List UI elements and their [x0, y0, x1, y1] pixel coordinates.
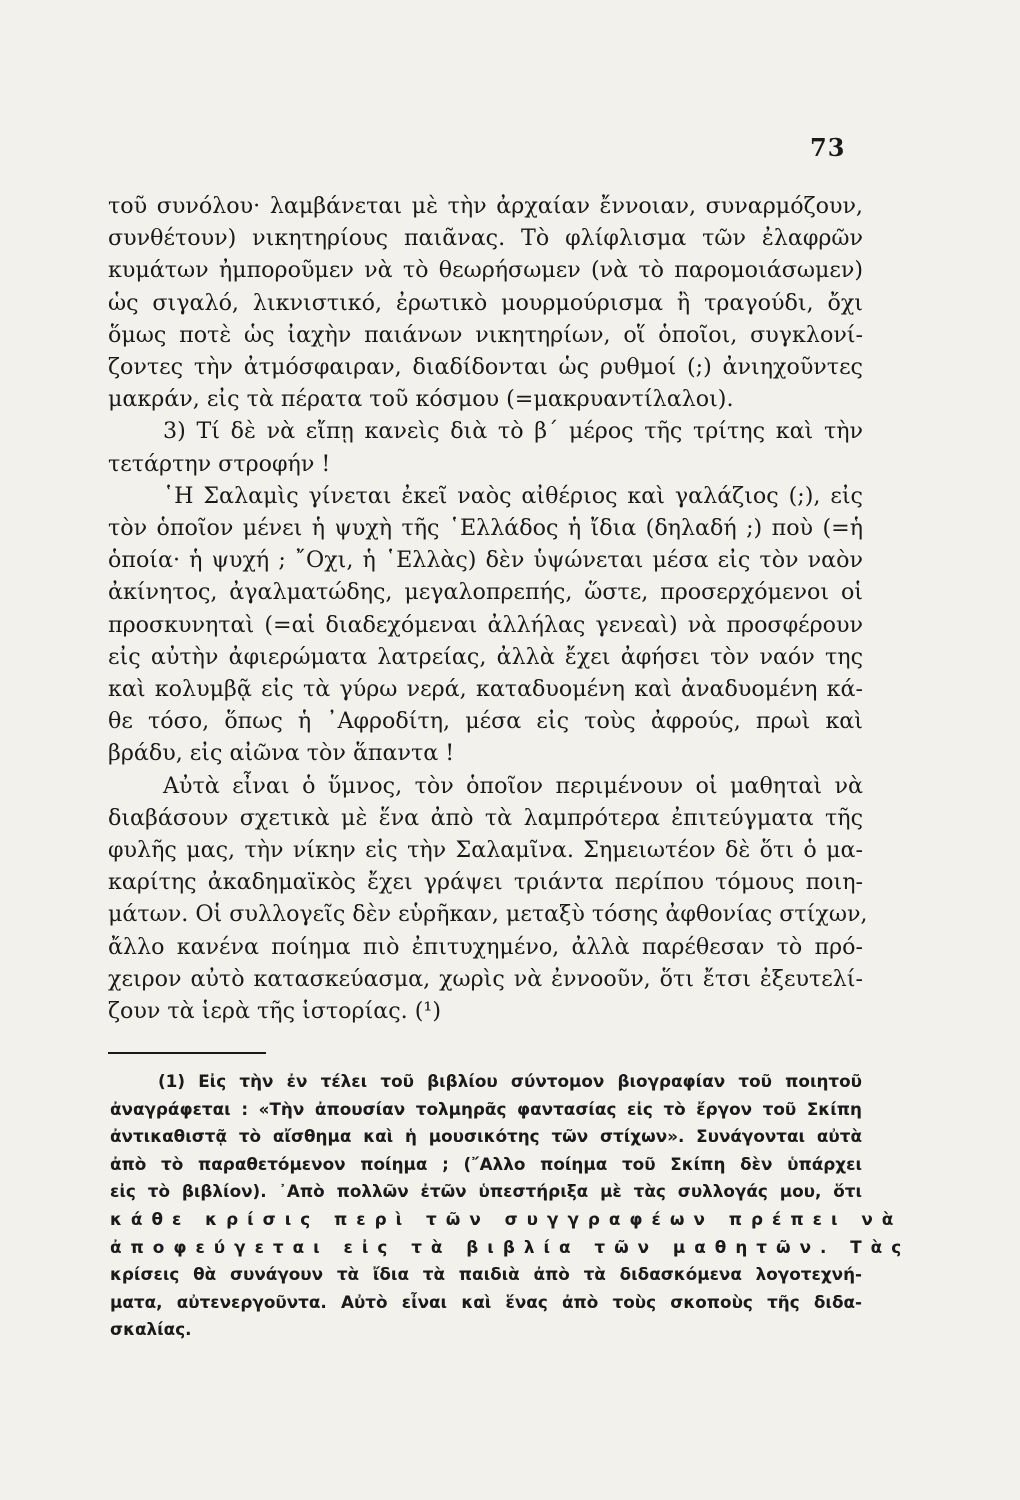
body-line: κυμάτων ἠμποροῦμεν νὰ τὸ θεωρήσωμεν (νὰ τὸ παρομοιάσωμεν) — [108, 257, 863, 284]
body-line: ἄλλο κανένα ποίημα πιὸ ἐπιτυχημένο, ἀλλὰ παρέθεσαν τὸ πρό- — [108, 933, 863, 960]
body-line: ζουν τὰ ἱερὰ τῆς ἱστορίας. (¹) — [108, 998, 441, 1025]
page-number: 73 — [810, 133, 846, 162]
footnote-line: κρίσεις θὰ συνάγουν τὰ ἴδια τὰ παιδιὰ ἀπὸ τὰ διδασκόμενα λογοτεχνή- — [110, 1264, 862, 1285]
body-line: εἰς αὐτὴν ἀφιερώματα λατρείας, ἀλλὰ ἔχει ἀφήσει τὸν ναόν της — [108, 643, 863, 670]
body-line: προσκυνηταὶ (=αἱ διαδεχόμεναι ἀλλήλας γενεαὶ) νὰ προσφέρουν — [108, 611, 863, 638]
body-line: φυλῆς μας, τὴν νίκην εἰς τὴν Σαλαμῖνα. Σημειωτέον δὲ ὅτι ὁ μα- — [108, 837, 863, 864]
body-text — [108, 190, 868, 1027]
footnote-line: ἀναγράφεται : «Τὴν ἀπουσίαν τολμηρᾶς φαντασίας εἰς τὸ ἔργον τοῦ Σκίπη — [110, 1098, 862, 1119]
body-line: ὁποία· ἡ ψυχή ; ῎Οχι, ἡ ῾Ελλὰς) δὲν ὑψώνεται μέσα εἰς τὸν ναὸν — [108, 547, 863, 574]
body-line: ζοντες τὴν ἀτμόσφαιραν, διαδίδονται ὡς ρυθμοί (;) ἀνιηχοῦντες — [108, 354, 863, 381]
body-line: μάτων. Οἱ συλλογεῖς δὲν εὑρῆκαν, μεταξὺ τόσης ἀφθονίας στίχων, — [108, 901, 868, 928]
footnote-line: εἰς τὸ βιβλίον). ᾿Απὸ πολλῶν ἐτῶν ὑπεστήριξα μὲ τὰς συλλογάς μου, ὅτι — [110, 1181, 862, 1202]
body-line: Αὐτὰ εἶναι ὁ ὕμνος, τὸν ὁποῖον περιμένουν οἱ μαθηταὶ νὰ — [163, 772, 863, 799]
body-line: χειρον αὐτὸ κατασκεύασμα, χωρὶς νὰ ἐννοοῦν, ὅτι ἔτσι ἐξευτελί- — [108, 965, 863, 992]
body-line: ὅμως ποτὲ ὡς ἰαχὴν παιάνων νικητηρίων, οἵ ὁποῖοι, συγκλονί- — [108, 321, 863, 348]
footnote-line: ἀπὸ τὸ παραθετόμενον ποίημα ; (῎Αλλο ποίημα τοῦ Σκίπη δὲν ὑπάρχει — [110, 1153, 862, 1174]
body-line: τὸν ὁποῖον μένει ἡ ψυχὴ τῆς ῾Ελλάδος ἡ ἴδια (δηλαδή ;) ποὺ (=ἡ — [108, 515, 863, 542]
footnote-line: ἀποφεύγεται εἰς τὰ βιβλία τῶν μαθητῶν. Τὰς — [110, 1236, 911, 1257]
body-line: τοῦ συνόλου· λαμβάνεται μὲ τὴν ἀρχαίαν ἔννοιαν, συναρμόζουν, — [108, 193, 863, 219]
body-line: θε τόσο, ὅπως ἡ ᾿Αφροδίτη, μέσα εἰς τοὺς ἀφρούς, πρωὶ καὶ — [108, 708, 863, 735]
body-line: 3) Τί δὲ νὰ εἴπῃ κανεὶς διὰ τὸ β΄ μέρος τῆς τρίτης καὶ τὴν — [163, 418, 863, 445]
footnote-divider — [108, 1052, 266, 1054]
body-line: ὡς σιγαλό, λικνιστικό, ἐρωτικὸ μουρμούρισμα ἢ τραγούδι, ὄχι — [108, 289, 863, 316]
footnote-line: ματα, αὐτενεργοῦντα. Αὐτὸ εἶναι καὶ ἕνας ἀπὸ τοὺς σκοποὺς τῆς διδα- — [110, 1291, 862, 1312]
body-line: βράδυ, εἰς αἰῶνα τὸν ἅπαντα ! — [108, 740, 455, 767]
body-line: μακράν, εἰς τὰ πέρατα τοῦ κόσμου (=μακρυαντίλαλοι). — [108, 386, 734, 413]
footnote-line: ἀντικαθιστᾷ τὸ αἴσθημα καὶ ἡ μουσικότης τῶν στίχων». Συνάγονται αὐτὰ — [110, 1126, 862, 1147]
body-line: διαβάσουν σχετικὰ μὲ ἕνα ἀπὸ τὰ λαμπρότερα ἐπιτεύγματα τῆς — [108, 804, 863, 831]
body-line: τετάρτην στροφήν ! — [108, 450, 331, 477]
body-line: καὶ κολυμβᾷ εἰς τὰ γύρω νερά, καταδυομένη καὶ ἀναδυομένη κά- — [108, 676, 863, 703]
footnote-line: κάθε κρίσις περὶ τῶν συγγραφέων πρέπει νὰ — [110, 1208, 903, 1229]
body-line: ῾Η Σαλαμὶς γίνεται ἐκεῖ ναὸς αἰθέριος καὶ γαλάζιος (;), εἰς — [163, 482, 863, 509]
body-line: καρίτης ἀκαδημαϊκὸς ἔχει γράψει τριάντα περίπου τόμους ποιη- — [108, 869, 863, 896]
body-line: συνθέτουν) νικητηρίους παιᾶνας. Τὸ φλίφλισμα τῶν ἐλαφρῶν — [108, 225, 863, 252]
body-line: ἀκίνητος, ἀγαλματώδης, μεγαλοπρεπής, ὥστε, προσερχόμενοι οἱ — [108, 579, 863, 606]
footnote-line: σκαλίας. — [110, 1319, 192, 1340]
footnote-line: (1) Εἰς τὴν ἐν τέλει τοῦ βιβλίου σύντομον βιογραφίαν τοῦ ποιητοῦ — [158, 1071, 862, 1091]
footnote — [110, 1068, 911, 1344]
